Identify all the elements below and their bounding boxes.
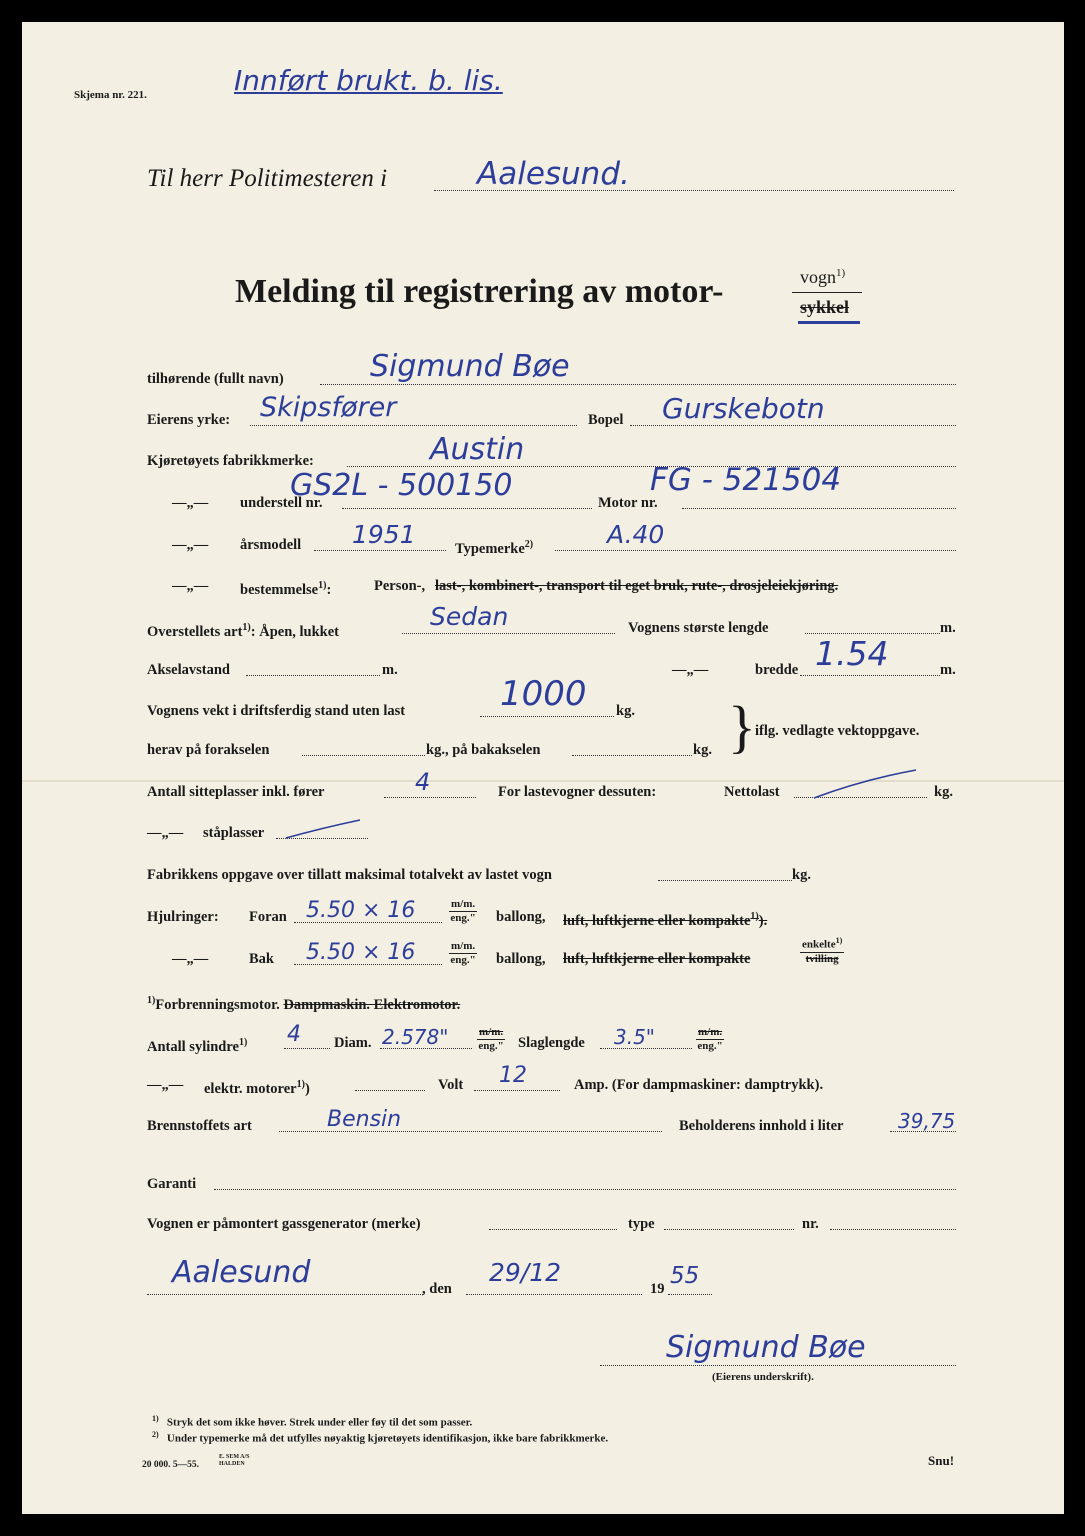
trucks-label: For lastevogner dessuten: [498, 784, 657, 800]
date-value: 29/12 [489, 1258, 562, 1287]
rear-tire-label: Bak [249, 951, 274, 967]
diam-label: Diam. [334, 1035, 372, 1051]
ditto-chassis: —„— [172, 495, 209, 511]
footnote-1: $^{1)}$ Stryk det som ikke høver. Strek under eller føy til det som passer. [152, 1414, 473, 1429]
turn-over: Snu! [928, 1453, 955, 1468]
fuel-value: Bensin [327, 1107, 402, 1132]
document-sheet [22, 22, 1064, 1514]
weight-value: 1000 [500, 674, 587, 714]
signature-caption: (Eierens underskrift). [712, 1371, 814, 1383]
netto-unit: kg. [934, 784, 953, 800]
engine-kind: $^{1)}$Forbrenningsmotor. Dampmaskin. Elektromotor. [147, 995, 461, 1013]
motor-label: Motor nr. [598, 495, 658, 511]
owner-label: tilhørende (fullt navn) [147, 371, 284, 387]
stroke-label: Slaglengde [518, 1035, 585, 1051]
cylinders-value: 4 [287, 1022, 301, 1047]
front-tire-struck: luft, luftkjerne eller kompakte$^{1)}$). [563, 911, 768, 929]
diam-unit: m/m. eng." [478, 1026, 504, 1052]
cylinders-label: Antall sylindre$^{1)}$ [147, 1037, 248, 1055]
width-unit: m. [940, 662, 956, 678]
width-value: 1.54 [815, 634, 889, 673]
seats-value: 4 [415, 768, 431, 796]
netto-dash-mark [812, 768, 922, 800]
tank-label: Beholderens innhold i liter [679, 1118, 844, 1134]
body-value: Sedan [430, 602, 509, 631]
weight-brace: } [728, 694, 756, 759]
owner-value: Sigmund Bøe [370, 349, 570, 384]
city-value: Aalesund. [477, 156, 630, 192]
make-label: Kjøretøyets fabrikkmerke: [147, 453, 314, 469]
schema-number: Skjema nr. 221. [74, 89, 147, 101]
body-label: Overstellets art$^{1)}$: Åpen, lukket [147, 622, 339, 640]
ditto-rear: —„— [172, 951, 209, 967]
ditto-year: —„— [172, 537, 209, 553]
rear-tire-struck: luft, luftkjerne eller kompakte [563, 951, 751, 967]
standing-label: ståplasser [203, 825, 265, 841]
length-label: Vognens største lengde [628, 620, 769, 636]
front-tire-unit: m/m. eng." [450, 898, 476, 924]
wheelbase-unit: m. [382, 662, 398, 678]
registration-note: Innført brukt. b. lis. [234, 64, 503, 97]
width-label: bredde [755, 662, 799, 678]
gas-label: Vognen er påmontert gassgenerator (merke) [147, 1216, 421, 1232]
ditto-width: —„— [672, 662, 709, 678]
volt-label: Volt [438, 1077, 464, 1093]
tank-value: 39,75 [898, 1109, 956, 1133]
gas-nr-label: nr. [802, 1216, 819, 1232]
rear-balloon: ballong, [496, 951, 546, 967]
gas-type-label: type [628, 1216, 655, 1232]
rear-axle-unit: kg. [693, 742, 712, 758]
stroke-value: 3.5" [614, 1025, 656, 1049]
front-balloon: ballong, [496, 909, 546, 925]
single-twin-option: enkelte$^{1)}$ tvilling [802, 936, 843, 965]
purpose-label: bestemmelse$^{1)}$: [240, 580, 332, 598]
purpose-struck: last-, kombinert-, transport til eget bruk, rute-, drosjeleiekjøring. [435, 578, 839, 594]
form-title: Melding til registrering av motor- [235, 273, 724, 310]
chassis-value: GS2L - 500150 [290, 468, 513, 503]
front-tire-label: Foran [249, 909, 287, 925]
year-value: 1951 [352, 520, 416, 549]
type-value: A.40 [607, 520, 665, 549]
weight-note: iflg. vedlagte vektoppgave. [755, 723, 920, 739]
stroke-unit: m/m. eng." [697, 1026, 723, 1052]
printer-mark: E. SEM A/S HALDEN [219, 1454, 250, 1467]
title-option-vogn: vogn$^{1)}$ [800, 267, 846, 287]
front-axle-label: herav på forakselen [147, 742, 270, 758]
date-label: , den [422, 1281, 452, 1297]
length-unit: m. [940, 620, 956, 636]
netto-label: Nettolast [724, 784, 780, 800]
owner-signature: Sigmund Bøe [666, 1330, 866, 1365]
max-weight-label: Fabrikkens oppgave over tillatt maksimal totalvekt av lastet vogn [147, 867, 552, 883]
motor-value: FG - 521504 [650, 462, 842, 498]
occupation-label: Eierens yrke: [147, 412, 231, 428]
year-suffix: 55 [670, 1263, 700, 1289]
guarantee-label: Garanti [147, 1176, 197, 1192]
weight-label: Vognens vekt i driftsferdig stand uten last [147, 703, 406, 719]
occupation-value: Skipsfører [260, 392, 397, 423]
seats-label: Antall sitteplasser inkl. fører [147, 784, 325, 800]
addressee: Til herr Politimesteren i [147, 165, 388, 192]
diam-value: 2.578" [382, 1025, 449, 1049]
residence-label: Bopel [588, 412, 624, 428]
place-value: Aalesund [172, 1255, 311, 1290]
max-weight-unit: kg. [792, 867, 811, 883]
ditto-electric: —„— [147, 1077, 184, 1093]
footnote-2: $^{2)}$ Under typemerke må det utfylles nøyaktig kjøretøyets identifikasjon, ikke bare fabrikkmerke. [152, 1430, 609, 1445]
year-label: årsmodell [240, 537, 302, 553]
amp-label: Amp. (For dampmaskiner: damptrykk). [574, 1077, 824, 1093]
purpose-kept: Person-, [374, 578, 426, 594]
year-prefix: 19 [650, 1281, 665, 1297]
residence-value: Gurskebotn [662, 392, 825, 425]
volt-value: 12 [499, 1063, 527, 1088]
rear-tire-unit: m/m. eng." [450, 940, 476, 966]
ditto-standing: —„— [147, 825, 184, 841]
tires-label: Hjulringer: [147, 909, 219, 925]
type-label: Typemerke$^{2)}$ [455, 539, 534, 557]
electric-label: elektr. motorer$^{1)}$) [204, 1079, 310, 1097]
make-value: Austin [430, 432, 525, 467]
front-tire-value: 5.50 × 16 [306, 898, 416, 923]
print-info: 20 000. 5—55. [142, 1460, 199, 1470]
weight-unit: kg. [616, 703, 635, 719]
title-option-sykkel: sykkel [800, 297, 850, 317]
fuel-label: Brennstoffets art [147, 1118, 252, 1134]
wheelbase-label: Akselavstand [147, 662, 230, 678]
rear-tire-value: 5.50 × 16 [306, 940, 416, 965]
chassis-label: understell nr. [240, 495, 323, 511]
ditto-purpose: —„— [172, 578, 209, 594]
rear-axle-label: kg., på bakakselen [426, 742, 541, 758]
standing-dash-mark [284, 818, 364, 840]
